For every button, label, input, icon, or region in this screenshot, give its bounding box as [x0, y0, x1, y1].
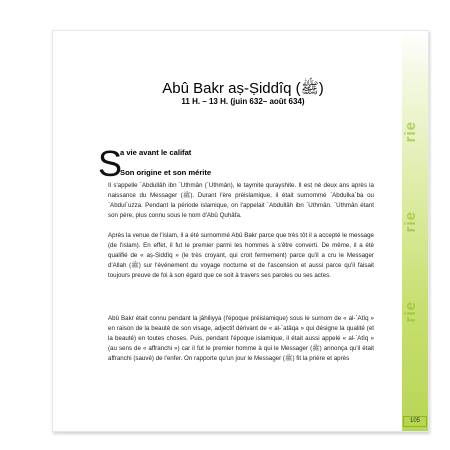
margin-watermark: rie	[402, 211, 419, 233]
section-title: a vie avant le califat	[120, 148, 192, 157]
page-title: Abû Bakr aṣ-Ṣiddîq (ﷺ)	[162, 80, 324, 97]
margin-watermark: rie	[402, 301, 419, 323]
subsection-title: Son origine et son mérite	[120, 168, 212, 177]
body-paragraph: Abû Bakr était connu pendant la jâhiliyya (l'époque préislamique) sous le surnom de « al-`Atîq » en raison de la beauté de son visage, adjectif dérivant de « al-`atâqa » qui désigne la qualité (et la beauté) en toutes choses. Puis, pendant l'époque islamique, il était aussi appelé « al-`Atîq » (au sens de « affranchi ») car il fut le premier homme à qui le Messager (ﷺ) annonça qu'il était affranchi (sauvé) de l'enfer. On rapporte qu'un jour le Messager (ﷺ) fit la prière et après	[108, 315, 374, 362]
margin-watermark: rie	[402, 121, 419, 143]
body-paragraph: Il s'appelle `Abdullâh ibn `Uthmân (`Uthmân), le taymite qurayshite. Il est né deux ans après la naissance du Messager (ﷺ). Durant l'ère préislamique, il était surnommé `Abdulka`ba ou `Abdul`uzza. Pendant la période islamique, on l'appelait `Abdullâh ibn `Uthmân. `Uthmân étant son père, plus connu sous le nom d'Abû Quhâfa.	[108, 182, 374, 219]
page-dates: 11 H. – 13 H. (juin 632– août 634)	[181, 97, 305, 106]
drop-cap: S	[98, 143, 123, 184]
body-paragraph: Après la venue de l'islam, il a été surnommé Abû Bakr parce que très tôt il a accepté le message (de l'islam). En effet, il fut le premier parmi les hommes à s'être converti. De même, il a été qualifié de « aṣ-Ṣiddîq » (le très croyant, qui croit fermement) parce qu'il a cru le Messager d'Allah (ﷺ) sur l'événement du voyage nocturne et de l'ascension et aussi parce qu'il faisait toujours preuve de foi à son égard que ce soit à travers ses paroles ou ses actes.	[108, 232, 374, 279]
page-number: 105	[403, 416, 427, 427]
book-page	[52, 30, 429, 432]
